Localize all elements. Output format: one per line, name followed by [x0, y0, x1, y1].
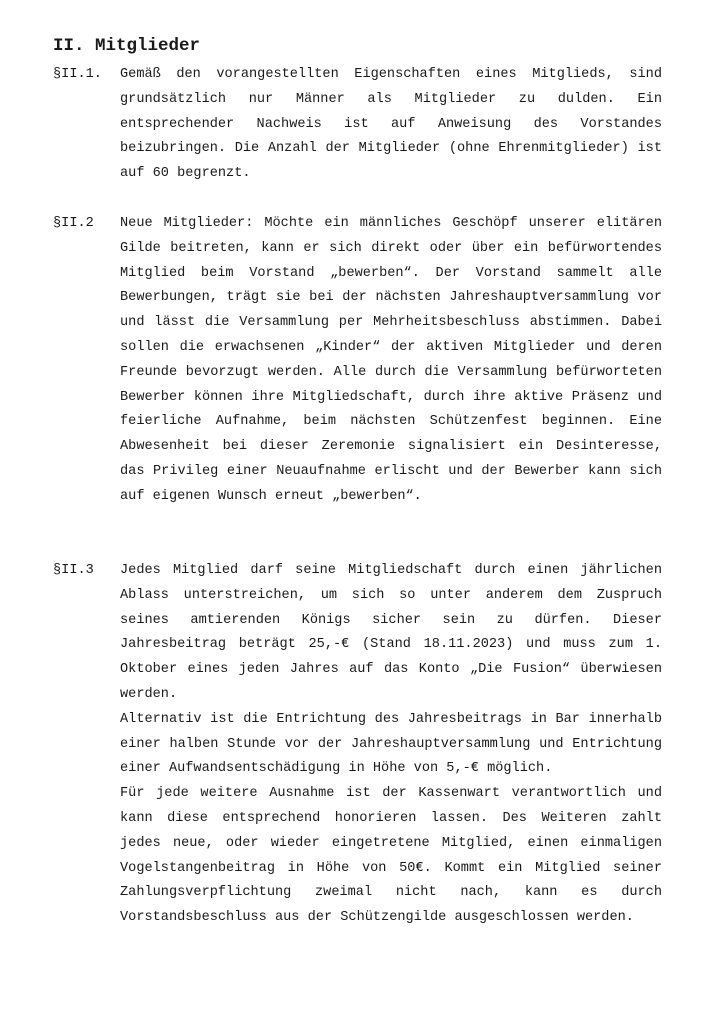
paragraph: Für jede weitere Ausnahme ist der Kassenwart verantwortlich und kann diese entsprechend honorieren lassen. Des Weiteren zahlt jedes neue, oder wieder eingetretene Mitglied, einen einmaligen Vogelstangenbeitrag in Höhe von 50€. Kommt ein Mitglied seiner Zahlungsverpflichtung zweimal nicht nach, kann es durch Vorstandsbeschluss aus der Schützengilde ausgeschlossen werden. [120, 786, 662, 926]
section-number: §II.2 [53, 216, 94, 231]
section-body [120, 63, 662, 187]
section-body [120, 212, 662, 510]
section-heading: II. Mitglieder [53, 36, 201, 56]
paragraph: Neue Mitglieder: Möchte ein männliches Geschöpf unserer elitären Gilde beitreten, kann er sich direkt oder über ein befürwortendes Mitglied beim Vorstand „bewerben“. Der Vorstand sammelt alle Bewerbungen, trägt sie bei der nächsten Jahreshauptversammlung vor und lässt die Versammlung per Mehrheitsbeschluss abstimmen. Dabei sollen die erwachsenen „Kinder“ der aktiven Mitglieder und deren Freunde bevorzugt werden. Alle durch die Versammlung befürworteten Bewerber können ihre Mitgliedschaft, durch ihre aktive Präsenz und feierliche Aufnahme, beim nächsten Schützenfest beginnen. Eine Abwesenheit bei dieser Zeremonie signalisiert ein Desinteresse, das Privileg einer Neuaufnahme erlischt und der Bewerber kann sich auf eigenen Wunsch erneut „bewerben“. [120, 216, 662, 504]
section-body [120, 559, 662, 931]
section-number: §II.1. [53, 67, 102, 82]
paragraph: Jedes Mitglied darf seine Mitgliedschaft durch einen jährlichen Ablass unterstreichen, um sich so unter anderem dem Zuspruch seines amtierenden Königs sicher sein zu dürfen. Dieser Jahresbeitrag beträgt 25,-€ (Stand 18.11.2023) und muss zum 1. Oktober eines jeden Jahres auf das Konto „Die Fusion“ überwiesen werden. [120, 563, 662, 702]
paragraph: Gemäß den vorangestellten Eigenschaften eines Mitglieds, sind grundsätzlich nur Männer als Mitglieder zu dulden. Ein entsprechender Nachweis ist auf Anweisung des Vorstandes beizubringen. Die Anzahl der Mitglieder (ohne Ehrenmitglieder) ist auf 60 begrenzt. [120, 67, 662, 182]
section-number: §II.3 [53, 563, 94, 578]
paragraph: Alternativ ist die Entrichtung des Jahresbeitrags in Bar innerhalb einer halben Stunde vor der Jahreshauptversammlung und Entrichtung einer Aufwandsentschädigung in Höhe von 5,-€ möglich. [120, 711, 662, 777]
